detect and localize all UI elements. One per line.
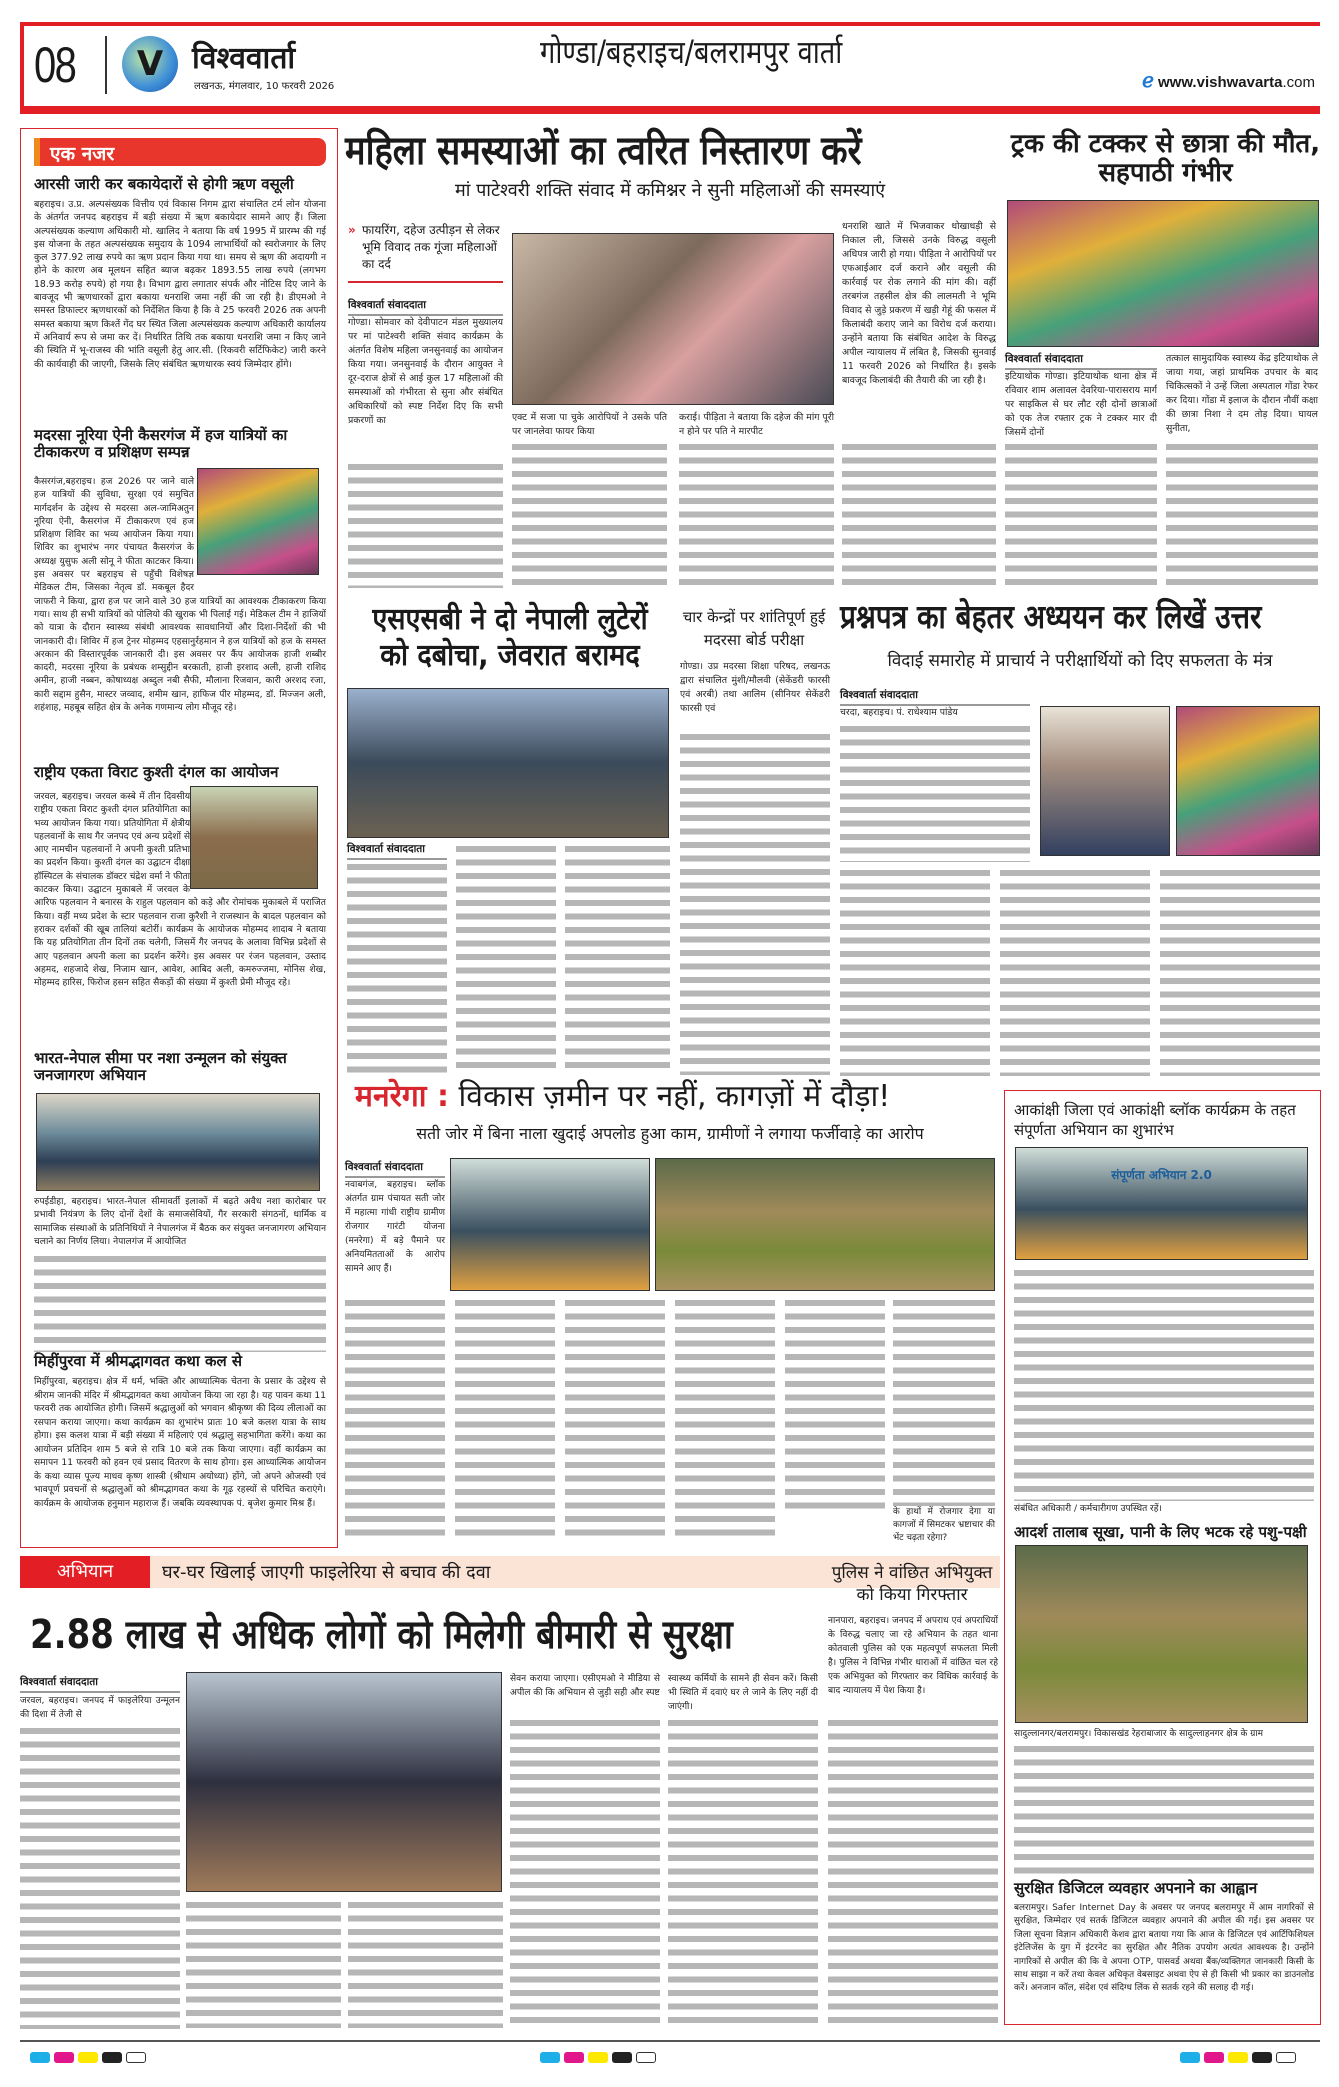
article-body — [455, 1296, 555, 1541]
article-body: रुपईडीहा, बहराइच। भारत-नेपाल सीमावर्ती इलाकों में बढ़ते अवैध नशा कारोबार पर प्रभावी नियंत्रण के लिए दोनों देशों के समाजसेवियों, गैर सरकारी संगठनों, धार्मिक व सामाजिक संस्थाओं के प्रतिनिधियों ने नेपालगंज में बैठक कर संयुक्त जनजागरण अभियान चलाने का निर्णय लिया। नेपालगंज में आयोजित — [34, 1197, 326, 1247]
article-body — [348, 1898, 503, 2028]
ssb-arrest-photo — [347, 688, 669, 838]
double-chevron-icon: » — [348, 223, 356, 237]
byline: विश्ववार्ता संवाददाता — [345, 1160, 445, 1178]
photo-banner-text: संपूर्णता अभियान 2.0 — [1111, 1168, 1212, 1182]
article-body-continued — [345, 1296, 445, 1541]
photo-caption: सादुल्लानगर/बलरामपुर। विकासखंड रेहराबाजार के सादुल्लाहनगर क्षेत्र के ग्राम — [1014, 1729, 1264, 1739]
article-title: मिहींपुरवा में श्रीमद्भागवत कथा कल से — [34, 1352, 243, 1370]
article-body-continued — [512, 440, 667, 588]
article-body: एक्ट में सजा पा चुके आरोपियों ने उसके पति पर जानलेवा फायर किया — [512, 412, 667, 437]
headline: चार केन्द्रों पर शांतिपूर्ण हुई मदरसा बोर्ड परीक्षा — [682, 608, 826, 649]
mourning-family-photo — [1007, 200, 1319, 347]
article-body — [186, 1898, 341, 2028]
article-body — [785, 1296, 885, 1516]
article-body-continued — [840, 722, 1030, 862]
article-body-continued — [842, 440, 996, 588]
article-title: मदरसा नूरिया ऐनी कैसरगंज में हज यात्रियों का टीकाकरण व प्रशिक्षण सम्पन्न — [34, 426, 288, 462]
article-body-continued — [510, 1716, 660, 2028]
section-label: एक नजर — [34, 138, 326, 166]
article-body-closing: संबंधित अधिकारी / कर्मचारीगण उपस्थित रहें। — [1014, 1504, 1162, 1514]
url-tld: .com — [1282, 74, 1315, 91]
article-body: धनराशि खाते में भिजवाकर धोखाधड़ी से निकाल ली, जिससे उनके विरुद्ध वसूली अधिपत्र जारी हो गया। पीड़िता ने आरोपियों पर एफआईआर दर्ज कराने और वसूली की कार्रवाई पर रोक लगाने की मांग की। वहीं तरबगंज तहसील क्षेत्र की लालमती ने भूमि विवाद से जुड़े प्रकरण में खड़ी गेहूं की फसल में किलाबंदी कराए जाने का विरोध दर्ज कराया। उन्होंने बताया कि संबंधित आदेश के विरुद्ध अपील न्यायालय में लंबित है, जिसकी सुनवाई 11 फरवरी 2026 को निर्धारित है। इसके बावजूद किलाबंदी की तैयारी की जा रही है। — [842, 221, 996, 386]
article-body-continued — [34, 1252, 326, 1352]
article-body — [675, 1296, 775, 1541]
article-body: जरवल, बहराइच। जनपद में फाइलेरिया उन्मूलन की दिशा में तेजी से — [20, 1696, 180, 1720]
page-number: 08 — [34, 37, 76, 93]
byline: विश्ववार्ता संवाददाता — [20, 1675, 180, 1693]
logo: V — [122, 36, 178, 92]
article-body: मिहींपुरवा, बहराइच। क्षेत्र में धर्म, भक्ति और आध्यात्मिक चेतना के प्रसार के उद्देश्य से श्रीराम जानकी मंदिर में श्रीमद्भागवत कथा आयोजन किया जा रहा है। यह पावन कथा 11 फरवरी तक आयोजित होगी। जिसमें श्रद्धालुओं को भगवान श्रीकृष्ण की दिव्य लीलाओं का रसपान कराया जाएगा। कथा कार्यक्रम का शुभारंभ प्रातः 10 बजे कलश यात्रा के साथ होगा। इस कलश यात्रा में बड़ी संख्या में महिलाएं एवं श्रद्धालु सहभागिता करेंगे। कथा का आयोजन प्रतिदिन शाम 5 बजे से रात्रि 10 बजे तक किया जाएगा। वहीं कार्यक्रम का समापन 11 फरवरी को हवन एवं प्रसाद वितरण के साथ होगा। इस आध्यात्मिक आयोजन के कथा व्यास पूज्य माधव कृष्ण शास्त्री (श्रीधाम अयोध्या) होंगे, जो अपने ओजस्वी एवं भावपूर्ण प्रवचनों से श्रद्धालुओं को श्रीमद्भागवत कथा के गूढ़ रहस्यों से परिचित कराएंगे। कार्यक्रम के आयोजक हनुमान महाराज हैं। जबकि व्यवस्थापक पं. बृजेश कुमार मिश्र हैं। — [34, 1377, 326, 1509]
villagers-protest-photo — [450, 1158, 650, 1291]
article-body — [456, 842, 556, 1075]
byline: विश्ववार्ता संवाददाता — [1005, 352, 1157, 370]
article-body: इटियाथोक गोण्डा। इटियाथोक थाना क्षेत्र में रविवार शाम अलावल देवरिया-पारासराय मार्ग पर साइकिल से घर लौट रही दोनों छात्राओं को एक तेज रफ्तार ट्रक ने टक्कर मार दी जिसमें दोनों — [1005, 371, 1157, 438]
byline: विश्ववार्ता संवाददाता — [348, 298, 503, 316]
article-body: बलरामपुर। Safer Internet Day के अवसर पर जनपद बलरामपुर में आम नागरिकों से सुरक्षित, जिम्मेदार एवं सतर्क डिजिटल व्यवहार अपनाने की अपील की गई। इस अवसर पर जिला सूचना विज्ञान अधिकारी केशव द्वारा बताया गया कि आज के डिजिटल एवं आर्टिफिशियल इंटेलिजेंस के युग में इंटरनेट का सुरक्षित और नैतिक उपयोग अत्यंत आवश्यक है। उन्होंने नागरिकों से अपील की कि वे अपना OTP, पासवर्ड अथवा बैंक/व्यक्तिगत जानकारी किसी के साथ साझा न करें तथा केवल अधिकृत वेबसाइट अथवा ऐप से ही किसी भी प्रकार का डाउनलोड करें। अनजान कॉल, संदेश एवं संदिग्ध लिंक से सतर्क रहने की सलाह दी गई। — [1014, 1903, 1314, 1994]
article-body: नानपारा, बहराइच। जनपद में अपराध एवं अपराधियों के विरुद्ध चलाए जा रहे अभियान के तहत थाना कोतवाली पुलिस को एक महत्वपूर्ण सफलता मिली है। पुलिस ने विभिन्न गंभीर धाराओं में वांछित चल रहे एक अभियुक्त को गिरफ्तार कर विधिक कार्रवाई के बाद न्यायालय में पेश किया है। — [828, 1616, 998, 1696]
article-body — [893, 1296, 995, 1506]
article-body — [1014, 1266, 1314, 1501]
divider — [105, 36, 107, 94]
article-body — [565, 1296, 665, 1541]
headline: आकांक्षी जिला एवं आकांक्षी ब्लॉक कार्यक्रम के तहत संपूर्णता अभियान का शुभारंभ — [1014, 1101, 1296, 1140]
article-body-continued — [679, 440, 834, 588]
article-body: जरवल, बहराइच। जरवल कस्बे में तीन दिवसीय राष्ट्रीय एकता विराट कुश्ती दंगल प्रतियोगिता का भव्य आयोजन किया गया। प्रतियोगिता में क्षेत्रीय पहलवानों के साथ गैर जनपद एवं अन्य प्रदेशों से आए नामचीन पहलवानों ने अपनी कुश्ती प्रतिभा का प्रदर्शन किया। कुश्ती दंगल का उद्घाटन दीक्षा हॉस्पिटल के संचालक डॉक्टर चंद्रेश वर्मा ने फीता काटकर किया। उद्घाटन मुकाबले में जरवल के आरिफ पहलवान ने बनारस के राहुल पहलवान को कड़े और रोमांचक मुकाबले में पराजित किया। वहीं मध्य प्रदेश के स्टार पहलवान राजा कुरैशी ने राजस्थान के बादल पहलवान को हराकर दर्शकों की खूब तालियां बटोरीं। कार्यक्रम के आयोजक मोहम्मद शादाब ने बताया कि यह प्रतियोगिता तीन दिनों तक चलेगी, जिसमें गैर जनपद के अलावा विभिन्न प्रदेशों से आए पहलवान अपनी कला का प्रदर्शन करेंगे। इस अवसर पर रंजन पहलवान, उस्ताद अहमद, शहजादे शेख, निजाम खान, आवेश, आबिद अली, कमरुज्जमा, मोनिस शेख, मोहम्मद हारिस, फिरोज हसन सहित सैकड़ों की संख्या में कुश्ती प्रेमी मौजूद रहे। — [34, 792, 326, 989]
color-registration-bar — [30, 2052, 146, 2063]
article-body: गोण्डा। उप्र मदरसा शिक्षा परिषद, लखनऊ द्वारा संचालित मुंशी/मौलवी (सेकेंडरी फारसी एवं अरबी) तथा आलिम (सीनियर सेकेंडरी फारसी एवं — [680, 661, 830, 714]
subheadline: विदाई समारोह में प्राचार्य ने परीक्षार्थियों को दिए सफलता के मंत्र — [887, 651, 1273, 671]
nepal-border-photo — [36, 1093, 320, 1191]
lead-headline: महिला समस्याओं का त्वरित निस्तारण करें — [345, 128, 862, 174]
headline-prefix: मनरेगा : — [355, 1079, 449, 1114]
article-body-continued — [680, 730, 830, 1075]
website-link[interactable] — [1142, 68, 1315, 93]
article-title: भारत-नेपाल सीमा पर नशा उन्मूलन को संयुक्त जनजागरण अभियान — [34, 1049, 287, 1085]
headline: मनरेगा : विकास ज़मीन पर नहीं, कागज़ों में दौड़ा! — [355, 1079, 891, 1114]
footer-rule — [20, 2040, 1320, 2042]
headline: एसएसबी ने दो नेपाली लुटेरों को दबोचा, जेवरात बरामद — [372, 602, 648, 673]
article-body — [1014, 1742, 1314, 1877]
article-body: गोण्डा। सोमवार को देवीपाटन मंडल मुख्यालय पर मां पाटेश्वरी शक्ति संवाद कार्यक्रम के अंतर्गत विशेष महिला जनसुनवाई का आयोजन किया गया। जनसुनवाई के दौरान आयुक्त ने दूर-दराज क्षेत्रों से आई कुल 17 महिलाओं की समस्याओं को गंभीरता से सुना और संबंधित अधिकारियों को स्पष्ट निर्देश दिए कि सभी प्रकरणों का — [348, 317, 503, 426]
article-body — [347, 860, 447, 1075]
article-body-continued — [668, 1716, 818, 2028]
lead-photo — [512, 233, 834, 405]
headline: प्रश्नपत्र का बेहतर अध्ययन कर लिखें उत्तर — [840, 597, 1262, 636]
dry-pond-photo — [1015, 1545, 1308, 1723]
headline: पुलिस ने वांछित अभियुक्त को किया गिरफ्तार — [831, 1563, 993, 1606]
article-body — [1160, 866, 1320, 1076]
article-body: स्वास्थ्य कर्मियों के सामने ही सेवन करें। किसी भी स्थिति में दवाएं घर ले जाने के लिए नहीं दी जाएंगी। — [668, 1674, 818, 1712]
article-title: राष्ट्रीय एकता विराट कुश्ती दंगल का आयोजन — [34, 763, 279, 781]
ie-e-icon: ℯ — [1142, 70, 1154, 92]
headline: 2.88 लाख से अधिक लोगों को मिलेगी बीमारी से सुरक्षा — [30, 1612, 733, 1658]
article-body: तत्काल सामुदायिक स्वास्थ्य केंद्र इटियाथोक ले जाया गया, जहां प्राथमिक उपचार के बाद चिकित्सकों ने उन्हें जिला अस्पताल गोंडा रेफर कर दिया। गोंडा में इलाज के दौरान नौवीं कक्षा की छात्रा निशा ने दम तोड़ दिया। घायल सुनीता, — [1166, 353, 1318, 434]
article-title: आरसी जारी कर बकायेदारों से होगी ऋण वसूली — [34, 175, 294, 193]
drain-site-photo — [655, 1158, 995, 1291]
article-body-continued — [348, 460, 503, 588]
article-body: बहराइच। उ.प्र. अल्पसंख्यक वित्तीय एवं विकास निगम द्वारा संचालित टर्म लोन योजना के अंतर्गत जनपद बहराइच में बड़ी संख्या में ऋण बकायेदार सामने आए हैं। जिला अल्पसंख्यक कल्याण अधिकारी मो. खालिद ने बताया कि वर्ष 1995 में प्रारम्भ की गई इस योजना के तहत अल्पसंख्यक समुदाय के 1094 लाभार्थियों को स्वरोजगार के लिए कुल 377.92 लाख रुपये का ऋण प्रदान किया गया था। समय से ऋण की अदायगी न होने के कारण अब मूलधन सहित ब्याज बढ़कर 1893.55 लाख रुपये (लगभग 18.93 करोड़ रुपये) हो गया है। विभाग द्वारा लगातार संपर्क और नोटिस दिए जाने के बावजूद भी ऋणधारकों द्वारा बकाया धनराशि जमा नहीं की जा रही है। डीएमओ ने समस्त डिफाल्टर ऋणधारकों को निर्देशित किया है कि वे 25 फरवरी 2026 तक अपनी समस्त बकाया ऋण किश्तें गेंद घर स्थित जिला अल्पसंख्यक कल्याण अधिकारी कार्यालय में अनिवार्य रूप से जमा कर दें। निर्धारित तिथि तक बकाया धनराशि जमा न किए जाने की स्थिति में भू-राजस्व की भांति वसूली हेतु आर.सी. (रिकवरी सर्टिफिकेट) जारी करने की कार्यवाही की जाएगी, जिसके लिए संबंधित ऋणधारक स्वयं जिम्मेदार होंगे। — [34, 199, 326, 370]
campaign-banner-label: अभियान — [20, 1556, 150, 1588]
article-body-continued — [1005, 440, 1157, 590]
article-body-continued — [828, 1716, 998, 2028]
edition-title: गोण्डा/बहराइच/बलरामपुर वार्ता — [540, 33, 843, 71]
brand-name: विश्ववार्ता — [192, 41, 296, 76]
color-registration-bar — [540, 2052, 656, 2063]
article-body: सेवन कराया जाएगा। एसीएमओ ने मीडिया से अपील की कि अभियान से जुड़ी सही और स्पष्ट — [510, 1674, 660, 1698]
article-body-continued — [20, 1724, 180, 2029]
headline: ट्रक की टक्कर से छात्रा की मौत, सहपाठी गंभीर — [1010, 129, 1321, 188]
article-body: नवाबगंज, बहराइच। ब्लॉक अंतर्गत ग्राम पंचायत सती जोर में महात्मा गांधी राष्ट्रीय ग्रामीण रोजगार गारंटी योजना (मनरेगा) में बड़े पैमाने पर अनियमितताओं के आरोप सामने आए हैं। — [345, 1180, 445, 1274]
byline: विश्ववार्ता संवाददाता — [840, 688, 1030, 706]
article-body-continued — [1166, 440, 1318, 590]
lead-highlight: » फायरिंग, दहेज उत्पीड़न से लेकर भूमि विवाद तक गूंजा महिलाओं का दर्द — [348, 222, 503, 283]
campaign-launch-photo — [1015, 1147, 1308, 1260]
issue-date: लखनऊ, मंगलवार, 10 फरवरी 2026 — [194, 81, 335, 92]
article-body: चरदा, बहराइच। पं. राधेश्याम पांडेय — [840, 707, 958, 718]
url-main: www.vishwavarta — [1157, 74, 1283, 91]
students-photo — [1176, 706, 1320, 856]
article-body — [565, 842, 670, 1075]
campaign-banner-text: घर-घर खिलाई जाएगी फाइलेरिया से बचाव की दवा — [162, 1562, 491, 1583]
article-body: कराई। पीड़िता ने बताया कि दहेज की मांग पूरी न होने पर पति ने मारपीट — [679, 412, 834, 437]
headline: सुरक्षित डिजिटल व्यवहार अपनाने का आह्वान — [1014, 1879, 1258, 1897]
health-meeting-photo — [186, 1672, 502, 1892]
subheadline: सती जोर में बिना नाला खुदाई अपलोड हुआ काम, ग्रामीणों ने लगाया फर्जीवाड़े का आरोप — [416, 1124, 924, 1143]
color-registration-bar — [1180, 2052, 1296, 2063]
headline: आदर्श तालाब सूखा, पानी के लिए भटक रहे पशु-पक्षी — [1014, 1523, 1307, 1541]
article-body — [1000, 866, 1150, 1076]
article-body — [840, 866, 990, 1076]
article-body-closing: के हाथों में रोजगार देगा या कागजों में सिमटकर भ्रष्टाचार की भेंट चढ़ता रहेगा? — [893, 1507, 995, 1543]
lead-subheadline: मां पाटेश्वरी शक्ति संवाद में कमिश्नर ने सुनी महिलाओं की समस्याएं — [454, 180, 886, 201]
byline: विश्ववार्ता संवाददाता — [347, 842, 447, 860]
principal-photo — [1040, 706, 1170, 856]
article-body: कैसरगंज,बहराइच। हज 2026 पर जाने वाले हज यात्रियों की सुविधा, सुरक्षा एवं समुचित मार्गदर्शन के उद्देश्य से मदरसा अल-जामिअतुन नूरिया ऐनी, कैसरगंज में टीकाकरण एवं हज प्रशिक्षण शिविर का भव्य आयोजन किया गया। शिविर का शुभारंभ नगर पंचायत कैसरगंज के अध्यक्ष युसुफ अली सोनू ने फीता काटकर किया। इस अवसर पर बहराइच से पहुँची विशेषज्ञ मेडिकल टीम, जिसका नेतृत्व डॉ. मकबूल हैदर जाफरी ने किया, द्वारा हज पर जाने वाले 30 हज यात्रियों का आवश्यक टीकाकरण किया गया। साथ ही सभी यात्रियों को पोलियो की खुराक भी पिलाई गई। मेडिकल टीम ने हाजियों को यात्रा के दौरान स्वास्थ्य संबंधी आवश्यक सावधानियों और दिशा-निर्देशों की भी जानकारी दी। शिविर में हज ट्रेनर मोहम्मद एहसानुर्रहमान ने हज यात्रियों को हज के समस्त अरकान की विस्तारपूर्वक जानकारी दी। इस अवसर पर कैंप आयोजक हाजी शब्बीर कादरी, मदरसा नूरिया के प्रबंधक शम्सुद्दीन बरकाती, हाजी इरशाद अली, हाजी राशिद अमीन, हाजी नब्बन, कोषाध्यक्ष अब्दुल नबी सैफी, मौलाना रिजवान, कारी अरशद रजा, कारी सद्दाम हुसैन, मास्टर जव्वाद, शमीम खान, हाफिज पीर मोहम्मद, डॉ. मिज्जन अली, शहंशाह, महबूब सहित क्षेत्र के अनेक गणमान्य लोग मौजूद रहे। — [34, 477, 326, 714]
